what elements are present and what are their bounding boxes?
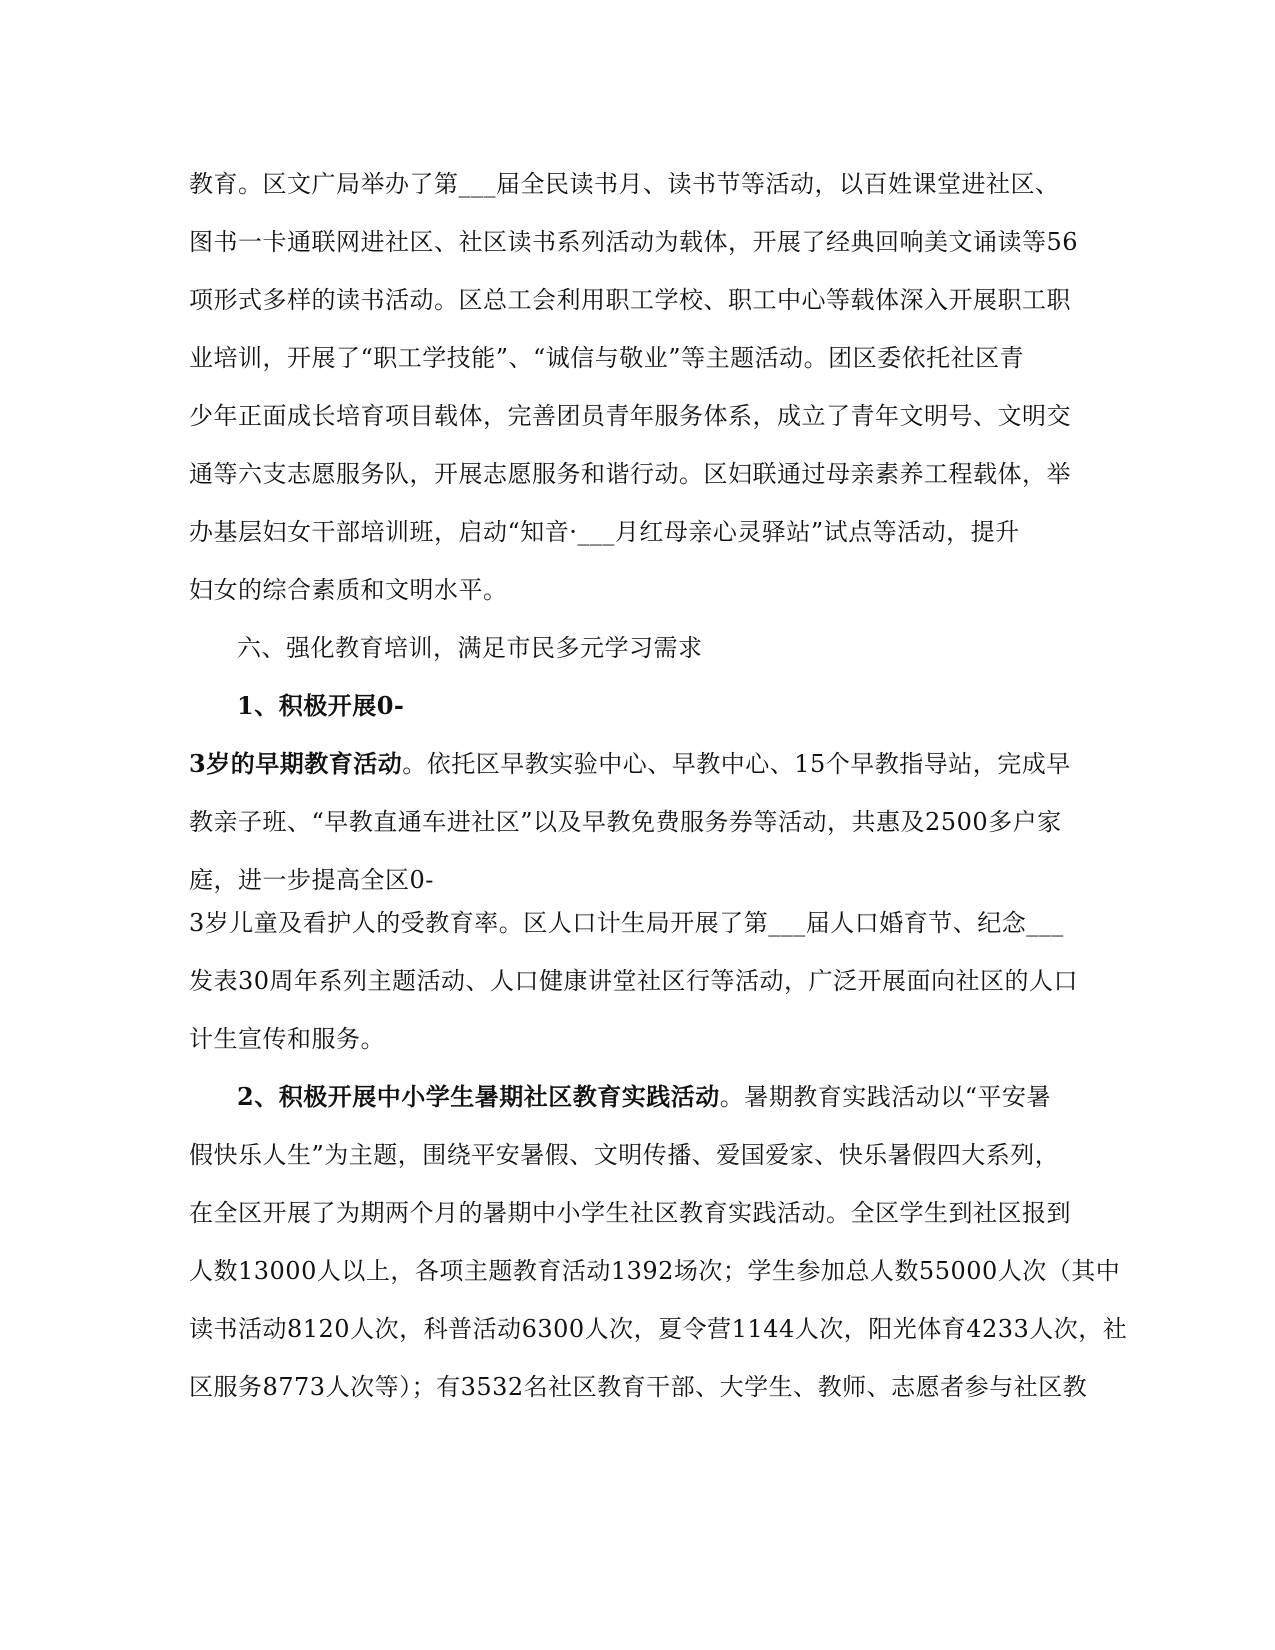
- item1-line-6: 计生宣传和服务。: [189, 1025, 385, 1053]
- paragraph-line-6: 通等六支志愿服务队，开展志愿服务和谐行动。区妇联通过母亲素养工程载体，举: [189, 460, 1071, 488]
- paragraph-line-1: 教育。区文广局举办了第___届全民读书月、读书节等活动，以百姓课堂进社区、: [189, 170, 1060, 198]
- paragraph-line-7: 办基层妇女干部培训班，启动“知音·___月红母亲心灵驿站”试点等活动，提升: [189, 518, 1020, 546]
- item1-line-5: 发表30周年系列主题活动、人口健康讲堂社区行等活动，广泛开展面向社区的人口: [189, 967, 1079, 995]
- item1-heading-part2: 3岁的早期教育活动: [189, 749, 403, 778]
- item1-line-2: 教亲子班、“早教直通车进社区”以及早教免费服务券等活动，共惠及2500多户家: [189, 808, 1062, 836]
- item2-line-6: 区服务8773人次等）；有3532名社区教育干部、大学生、教师、志愿者参与社区教: [189, 1373, 1088, 1401]
- paragraph-line-8: 妇女的综合素质和文明水平。: [189, 576, 508, 604]
- item2-line-3: 在全区开展了为期两个月的暑期中小学生社区教育实践活动。全区学生到社区报到: [189, 1199, 1071, 1227]
- paragraph-line-4: 业培训，开展了“职工学技能”、“诚信与敬业”等主题活动。团区委依托社区青: [189, 344, 1025, 372]
- item2-line-1-text: 。暑期教育实践活动以“平安暑: [719, 1083, 1051, 1111]
- item2-heading: 2、积极开展中小学生暑期社区教育实践活动: [237, 1082, 720, 1111]
- paragraph-line-5: 少年正面成长培育项目载体，完善团员青年服务体系，成立了青年文明号、文明交: [189, 402, 1071, 430]
- item2-line-1: [237, 1077, 1089, 1117]
- item1-line-1-text: 。依托区早教实验中心、早教中心、15个早教指导站，完成早: [402, 750, 1071, 778]
- item1-line-4: 3岁儿童及看护人的受教育率。区人口计生局开展了第___届人口婚育节、纪念___: [189, 909, 1064, 937]
- item1-heading-part1: 1、积极开展0-: [237, 691, 405, 720]
- item2-line-5: 读书活动8120人次，科普活动6300人次，夏令营1144人次，阳光体育4233人次，社: [189, 1315, 1128, 1343]
- item1-line-3: 庭，进一步提高全区0-: [189, 866, 434, 894]
- item2-line-4: 人数13000人以上，各项主题教育活动1392场次；学生参加总人数55000人次（其中: [189, 1257, 1121, 1285]
- paragraph-line-3: 项形式多样的读书活动。区总工会利用职工学校、职工中心等载体深入开展职工职: [189, 286, 1071, 314]
- paragraph-line-2: 图书一卡通联网进社区、社区读书系列活动为载体，开展了经典回响美文诵读等56: [189, 228, 1079, 256]
- item2-line-2: 假快乐人生”为主题，围绕平安暑假、文明传播、爱国爱家、快乐暑假四大系列，: [189, 1141, 1060, 1169]
- item1-line-1: [189, 744, 1089, 784]
- section-heading: 六、强化教育培训，满足市民多元学习需求: [237, 634, 703, 662]
